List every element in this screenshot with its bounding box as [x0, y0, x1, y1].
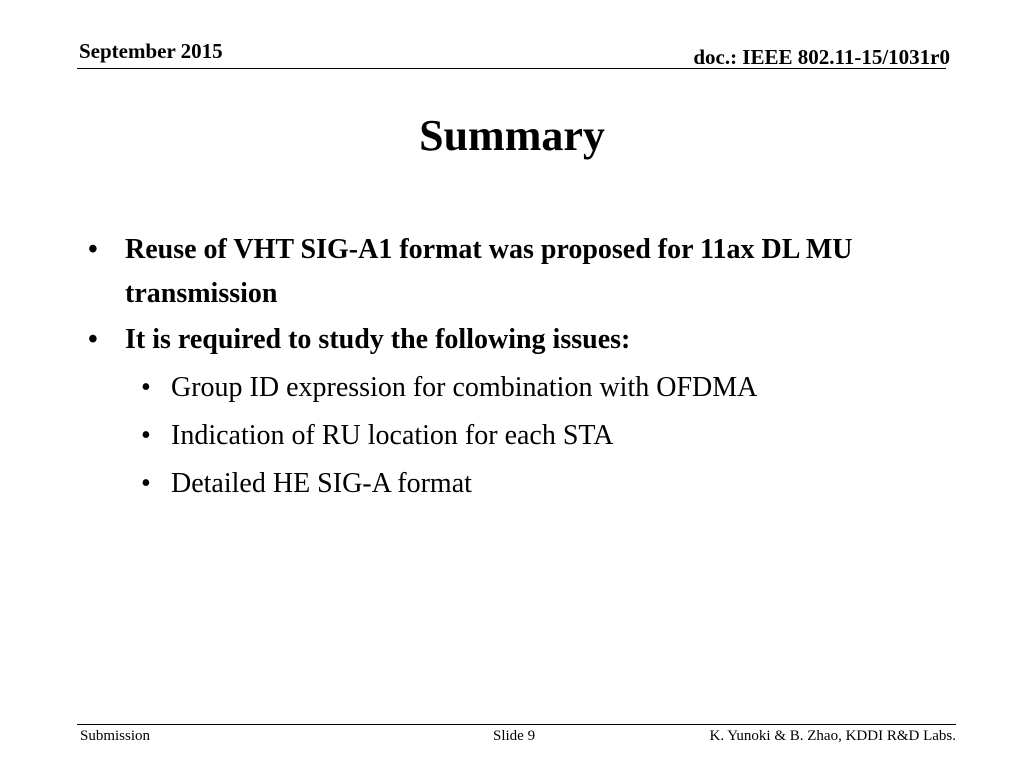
slide-title: Summary	[419, 111, 605, 160]
bullet-text: Reuse of VHT SIG-A1 format was proposed for 11ax DL MU transmission	[125, 234, 853, 309]
footer-authors: K. Yunoki & B. Zhao, KDDI R&D Labs.	[709, 728, 956, 744]
header-divider	[77, 68, 946, 69]
sub-bullet-item	[141, 462, 921, 506]
sub-bullet-text: Detailed HE SIG-A format	[171, 468, 472, 499]
header-date: September 2015	[79, 39, 223, 63]
footer-submission: Submission	[80, 728, 151, 744]
sub-bullet-text: Indication of RU location for each STA	[171, 420, 614, 451]
sub-bullet-item	[141, 366, 921, 410]
bullet-item	[88, 318, 908, 362]
bullet-text: It is required to study the following issues:	[125, 324, 631, 355]
footer-slide-number: Slide 9	[493, 728, 536, 744]
sub-bullet-item	[141, 414, 921, 458]
header-doc-id: doc.: IEEE 802.11-15/1031r0	[693, 45, 950, 69]
bullet-dot-icon: •	[88, 234, 98, 265]
bullet-dot-icon: •	[88, 324, 98, 355]
bullet-dot-icon: •	[141, 468, 151, 499]
bullet-dot-icon: •	[141, 372, 151, 403]
bullet-dot-icon: •	[141, 420, 151, 451]
footer-divider	[77, 724, 956, 725]
sub-bullet-text: Group ID expression for combination with OFDMA	[171, 372, 758, 403]
bullet-item	[88, 228, 908, 316]
